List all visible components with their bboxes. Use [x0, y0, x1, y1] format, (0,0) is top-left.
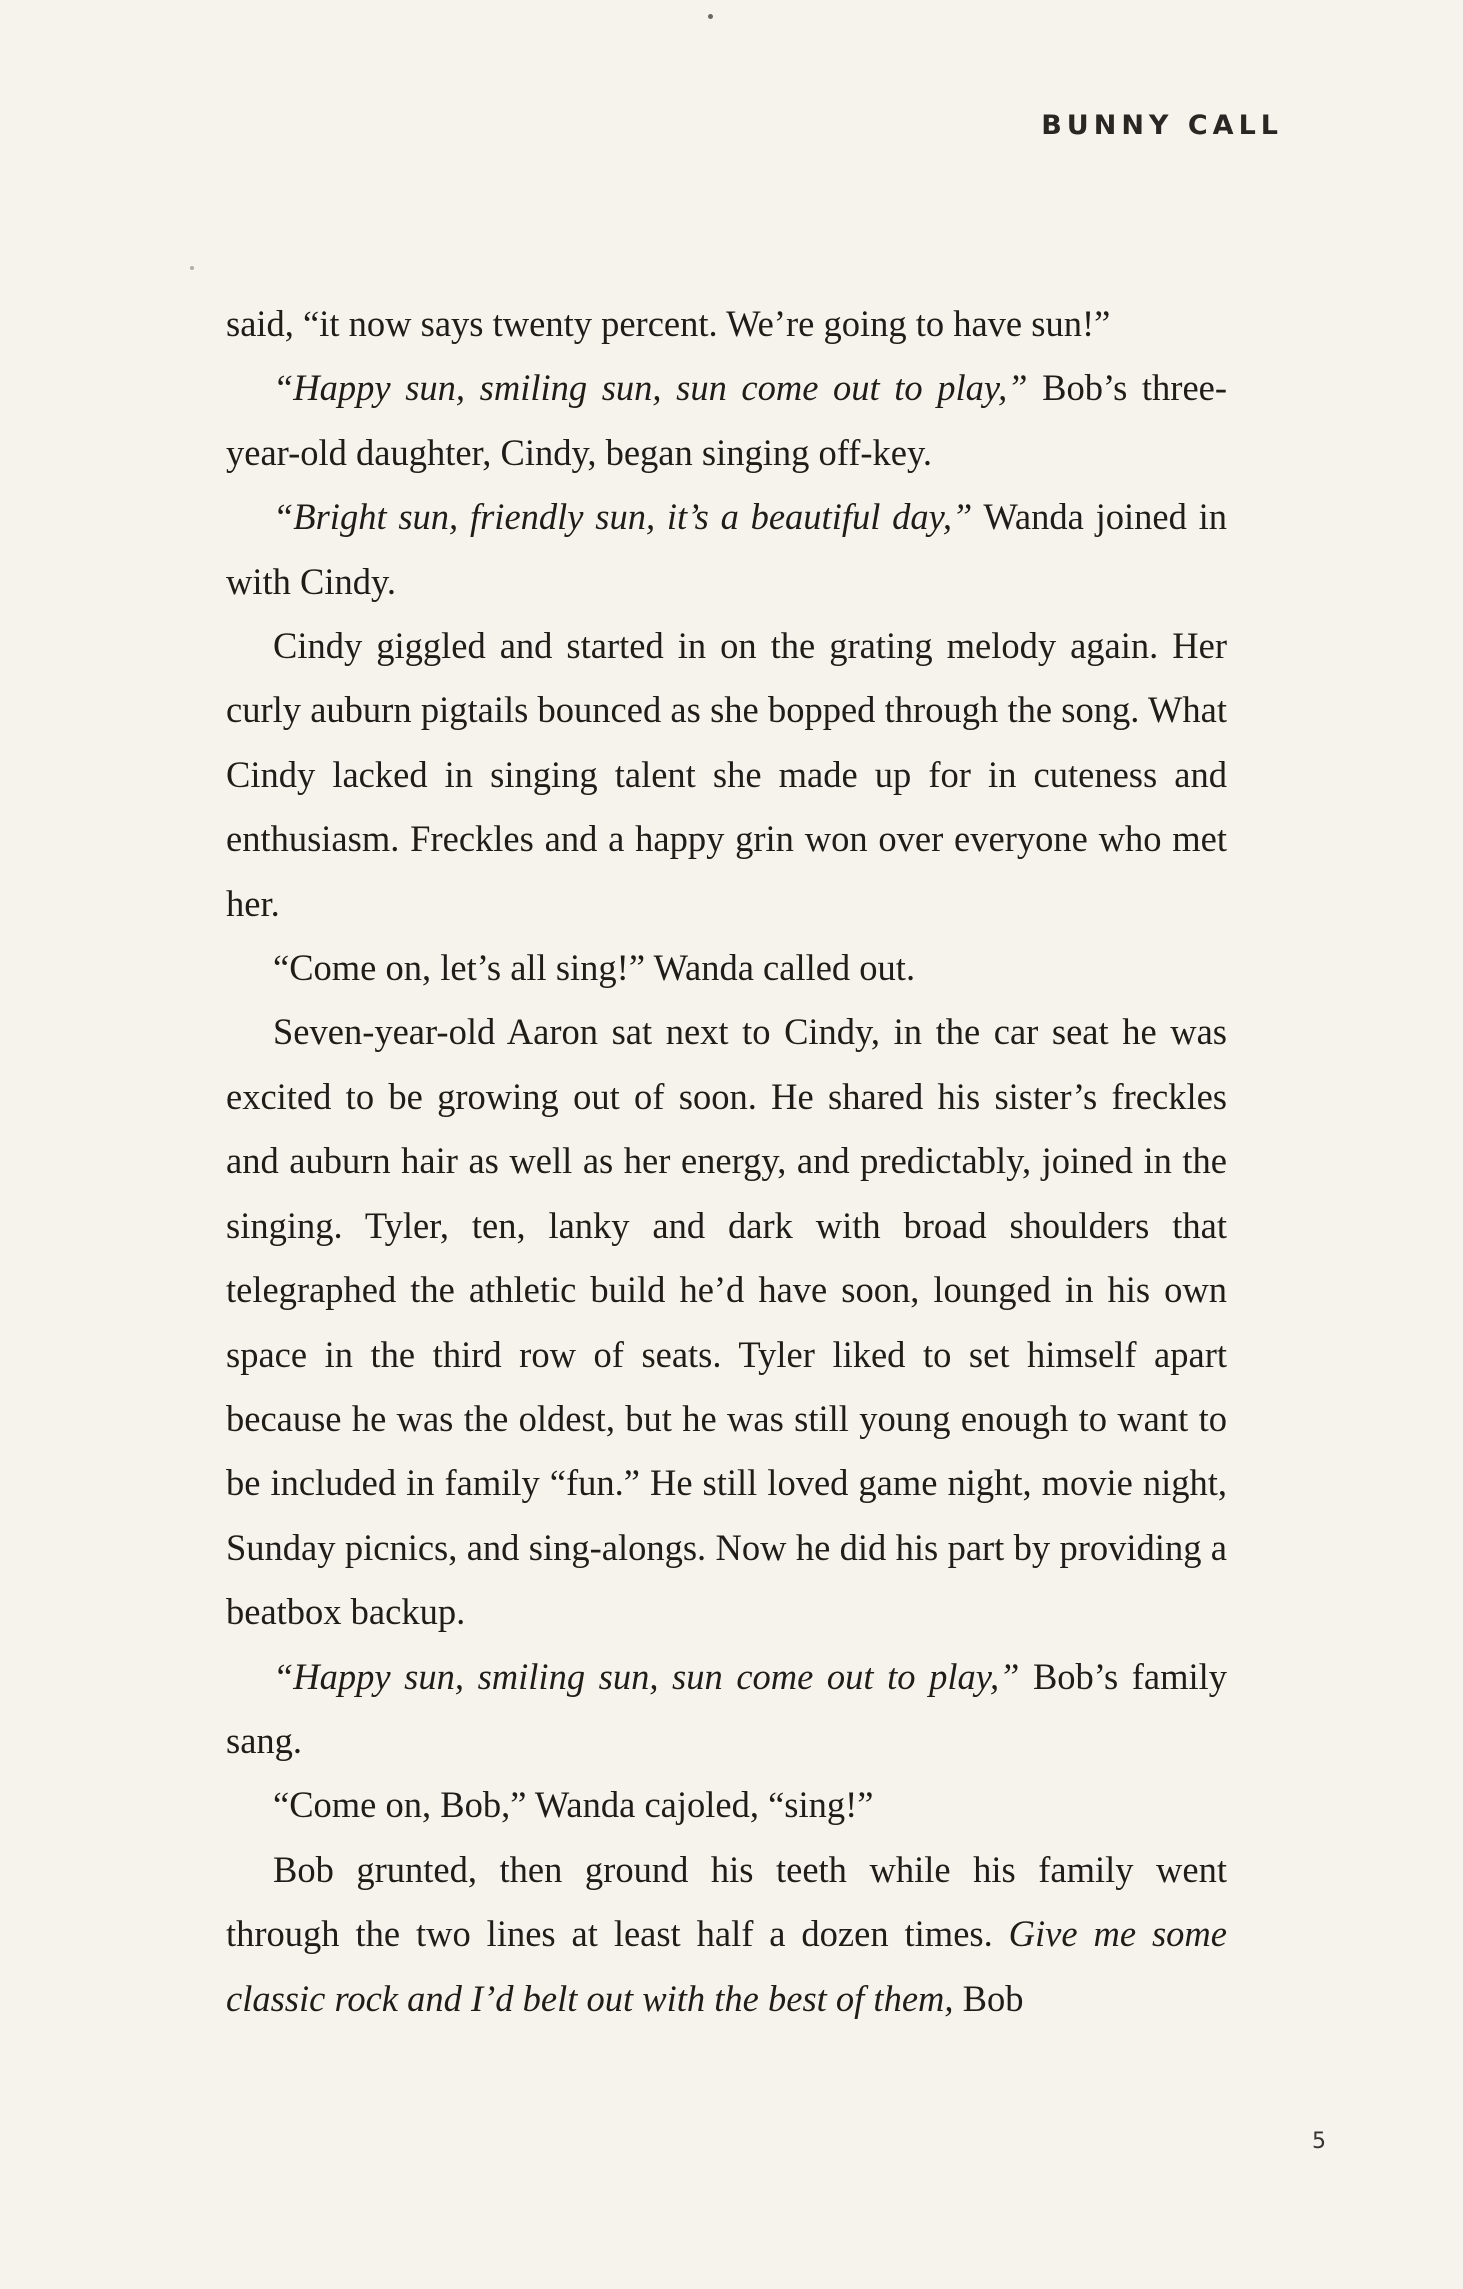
paragraph-4	[226, 614, 1227, 936]
paragraph-1	[226, 292, 1227, 356]
text-run: Seven-year-old Aaron sat next to Cindy, in the car seat he was excited to be growing out of soon. He shared his sister’s freckles and auburn hair as well as her energy, and predictably, joined in the singing. Tyler, ten, lanky and dark with broad shoulders that telegraphed the athletic build he’d have soon, lounged in his own space in the third row of seats. Tyler liked to set himself apart because he was the oldest, but he was still young enough to want to be included in family “fun.” He still loved game night, movie night, Sunday picnics, and sing-alongs. Now he did his part by providing a beatbox backup.	[226, 1011, 1227, 1633]
paragraph-2	[226, 356, 1227, 485]
song-lyric: “Bright sun, friendly sun, it’s a beautiful day,”	[273, 496, 973, 538]
paragraph-8	[226, 1773, 1227, 1837]
text-run: Bob grunted, then ground his teeth while his family went through the two lines at least half a dozen times.	[226, 1848, 1227, 1955]
scan-speck	[190, 266, 194, 270]
text-run: Bob’s three-year-old daughter, Cindy, began singing off-key.	[226, 367, 1227, 473]
running-head: BUNNY CALL	[1041, 110, 1283, 141]
body-text	[226, 292, 1227, 2031]
text-run: said, “it now says twenty percent. We’re going to have sun!”	[226, 303, 1111, 344]
text-run: Wanda joined in with Cindy.	[226, 496, 1227, 602]
page-number: 5	[1312, 2129, 1326, 2154]
scan-speck	[708, 14, 713, 19]
text-run: “Come on, Bob,” Wanda cajoled, “sing!”	[273, 1784, 874, 1826]
paragraph-9	[226, 1838, 1227, 2031]
text-run: Bob’s family sang.	[226, 1655, 1227, 1761]
paragraph-6	[226, 1000, 1227, 1644]
text-run: Bob	[953, 1977, 1024, 2019]
text-run: “Come on, let’s all sing!” Wanda called out.	[273, 947, 916, 989]
song-lyric: “Happy sun, smiling sun, sun come out to play,”	[273, 367, 1028, 409]
paragraph-5	[226, 936, 1227, 1000]
paragraph-7	[226, 1645, 1227, 1774]
song-lyric: “Happy sun, smiling sun, sun come out to play,”	[273, 1655, 1020, 1697]
paragraph-3	[226, 485, 1227, 614]
inner-thought: Give me some classic rock and I’d belt out with the best of them,	[226, 1913, 1227, 2019]
text-run: Cindy giggled and started in on the grating melody again. Her curly auburn pigtails bounced as she bopped through the song. What Cindy lacked in singing talent she made up for in cuteness and enthusiasm. Freckles and a happy grin won over everyone who met her.	[226, 625, 1227, 924]
